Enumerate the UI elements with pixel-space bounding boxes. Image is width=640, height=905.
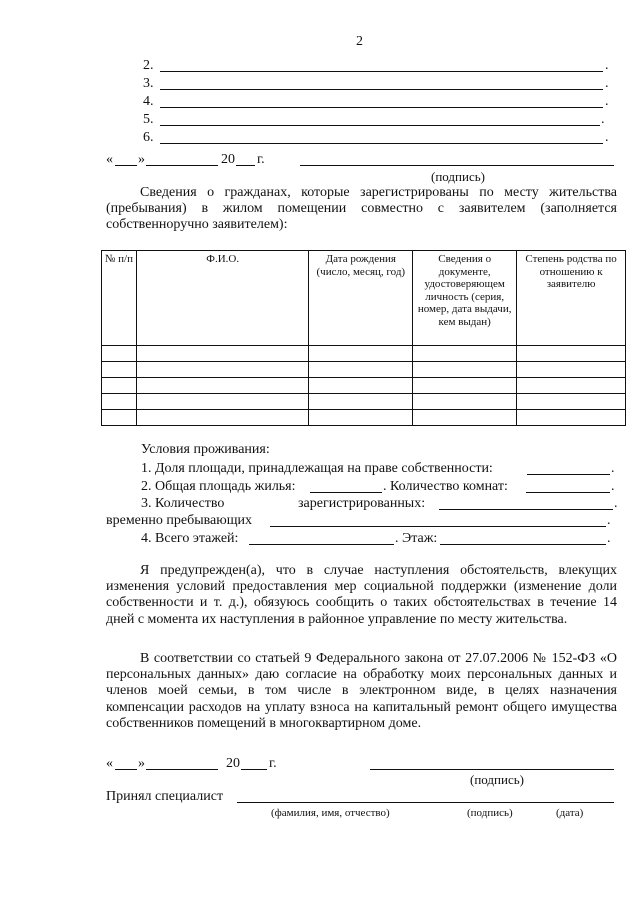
header-id-document: Сведения о документе, удостоверяющем личность (серия, номер, дата выдачи, кем выдан) [413, 251, 517, 346]
header-birth-date: Дата рождения (число, месяц, год) [309, 251, 413, 346]
table-cell[interactable] [413, 362, 517, 378]
table-cell[interactable] [309, 362, 413, 378]
open-quote: « [106, 756, 113, 771]
header-relationship: Степень родства по отношению к заявителю [517, 251, 626, 346]
line-end-dot: . [607, 531, 611, 546]
table-cell[interactable] [102, 394, 137, 410]
year-suffix: г. [257, 152, 265, 167]
fill-line[interactable] [160, 143, 603, 144]
day-field[interactable] [115, 769, 137, 770]
condition-floor: . Этаж: [395, 531, 438, 546]
header-number: № п/п [102, 251, 137, 346]
table-cell[interactable] [136, 410, 309, 426]
fill-line[interactable] [160, 89, 603, 90]
table-cell[interactable] [136, 362, 309, 378]
close-quote: » [138, 756, 145, 771]
line-end-dot: . [601, 112, 605, 127]
table-cell[interactable] [136, 346, 309, 362]
table-cell[interactable] [309, 378, 413, 394]
table-cell[interactable] [136, 378, 309, 394]
date-label: (дата) [556, 807, 584, 819]
condition-area: 2. Общая площадь жилья: [141, 479, 296, 494]
signature-field[interactable] [370, 769, 614, 770]
table-cell[interactable] [309, 346, 413, 362]
table-cell[interactable] [102, 346, 137, 362]
month-field[interactable] [146, 165, 218, 166]
table-cell[interactable] [517, 362, 626, 378]
registered-field[interactable] [439, 509, 613, 510]
close-quote: » [138, 152, 145, 167]
line-end-dot: . [611, 461, 615, 476]
table-row [102, 362, 626, 378]
intro-paragraph [106, 185, 617, 234]
floors-field[interactable] [249, 544, 394, 545]
line-end-dot: . [611, 479, 615, 494]
temporary-field[interactable] [270, 526, 606, 527]
signature-label: (подпись) [431, 169, 485, 184]
condition-temporary: временно пребывающих [106, 513, 252, 528]
condition-registered: зарегистрированных: [298, 496, 426, 511]
table-cell[interactable] [517, 410, 626, 426]
condition-floors: 4. Всего этажей: [141, 531, 239, 546]
month-field[interactable] [146, 769, 218, 770]
specialist-field[interactable] [237, 802, 614, 803]
condition-count: 3. Количество [141, 496, 225, 511]
table-cell[interactable] [102, 410, 137, 426]
table-row [102, 410, 626, 426]
line-number-2: 2. [143, 58, 154, 73]
specialist-signature-label: (подпись) [467, 807, 513, 819]
condition-share: 1. Доля площади, принадлежащая на праве собственности: [141, 461, 493, 476]
day-field[interactable] [115, 165, 137, 166]
conditions-title: Условия проживания: [141, 442, 270, 457]
table-cell[interactable] [413, 346, 517, 362]
line-number-4: 4. [143, 94, 154, 109]
line-end-dot: . [607, 513, 611, 528]
fio-label: (фамилия, имя, отчество) [271, 807, 390, 819]
line-end-dot: . [605, 94, 609, 109]
table-cell[interactable] [102, 362, 137, 378]
fill-line[interactable] [160, 71, 603, 72]
table-cell[interactable] [136, 394, 309, 410]
page-number: 2 [356, 34, 363, 49]
area-field[interactable] [310, 492, 382, 493]
fill-line[interactable] [160, 125, 600, 126]
floor-field[interactable] [440, 544, 606, 545]
table-row [102, 346, 626, 362]
warning-paragraph [106, 563, 617, 628]
table-cell[interactable] [413, 410, 517, 426]
share-field[interactable] [527, 474, 610, 475]
table-cell[interactable] [517, 346, 626, 362]
header-fio: Ф.И.О. [136, 251, 309, 346]
table-cell[interactable] [309, 410, 413, 426]
line-end-dot: . [605, 58, 609, 73]
warning-text: Я предупрежден(а), что в случае наступления обстоятельств, влекущих изменения условий предоставления мер социальной поддержки (изменение доли собственности и т. д.), обязуюсь сообщить о таких обстоятельствах в течение 14 дней с момента их наступления в районное управление по месту жительства. [106, 563, 617, 627]
table-header-row [102, 251, 626, 346]
rooms-field[interactable] [526, 492, 610, 493]
consent-text: В соответствии со статьей 9 Федерального закона от 27.07.2006 № 152-ФЗ «О персональных данных» даю согласие на обработку моих персональных данных и членов моей семьи, в том числе в электронном виде, в целях назначения компенсации расходов на уплату взноса на капитальный ремонт общего имущества собственников помещений в многоквартирном доме. [106, 651, 617, 731]
residents-table [101, 250, 626, 426]
table-row [102, 378, 626, 394]
intro-text: Сведения о гражданах, которые зарегистрированы по месту жительства (пребывания) в жилом помещении совместно с заявителем (заполняется собственноручно заявителем): [106, 185, 617, 233]
signature-field[interactable] [300, 165, 614, 166]
table-cell[interactable] [517, 378, 626, 394]
year-field[interactable] [236, 165, 255, 166]
signature-label: (подпись) [470, 772, 524, 787]
table-cell[interactable] [413, 394, 517, 410]
year-field[interactable] [241, 769, 267, 770]
table-cell[interactable] [102, 378, 137, 394]
line-end-dot: . [605, 76, 609, 91]
line-number-6: 6. [143, 130, 154, 145]
year-prefix: 20 [226, 756, 240, 771]
line-end-dot: . [605, 130, 609, 145]
year-suffix: г. [269, 756, 277, 771]
line-end-dot: . [614, 496, 618, 511]
table-cell[interactable] [517, 394, 626, 410]
consent-paragraph [106, 651, 617, 732]
accepted-label: Принял специалист [106, 789, 224, 804]
condition-rooms: . Количество комнат: [383, 479, 508, 494]
table-cell[interactable] [413, 378, 517, 394]
fill-line[interactable] [160, 107, 603, 108]
table-row [102, 394, 626, 410]
open-quote: « [106, 152, 113, 167]
year-prefix: 20 [221, 152, 235, 167]
line-number-5: 5. [143, 112, 154, 127]
table-cell[interactable] [309, 394, 413, 410]
line-number-3: 3. [143, 76, 154, 91]
